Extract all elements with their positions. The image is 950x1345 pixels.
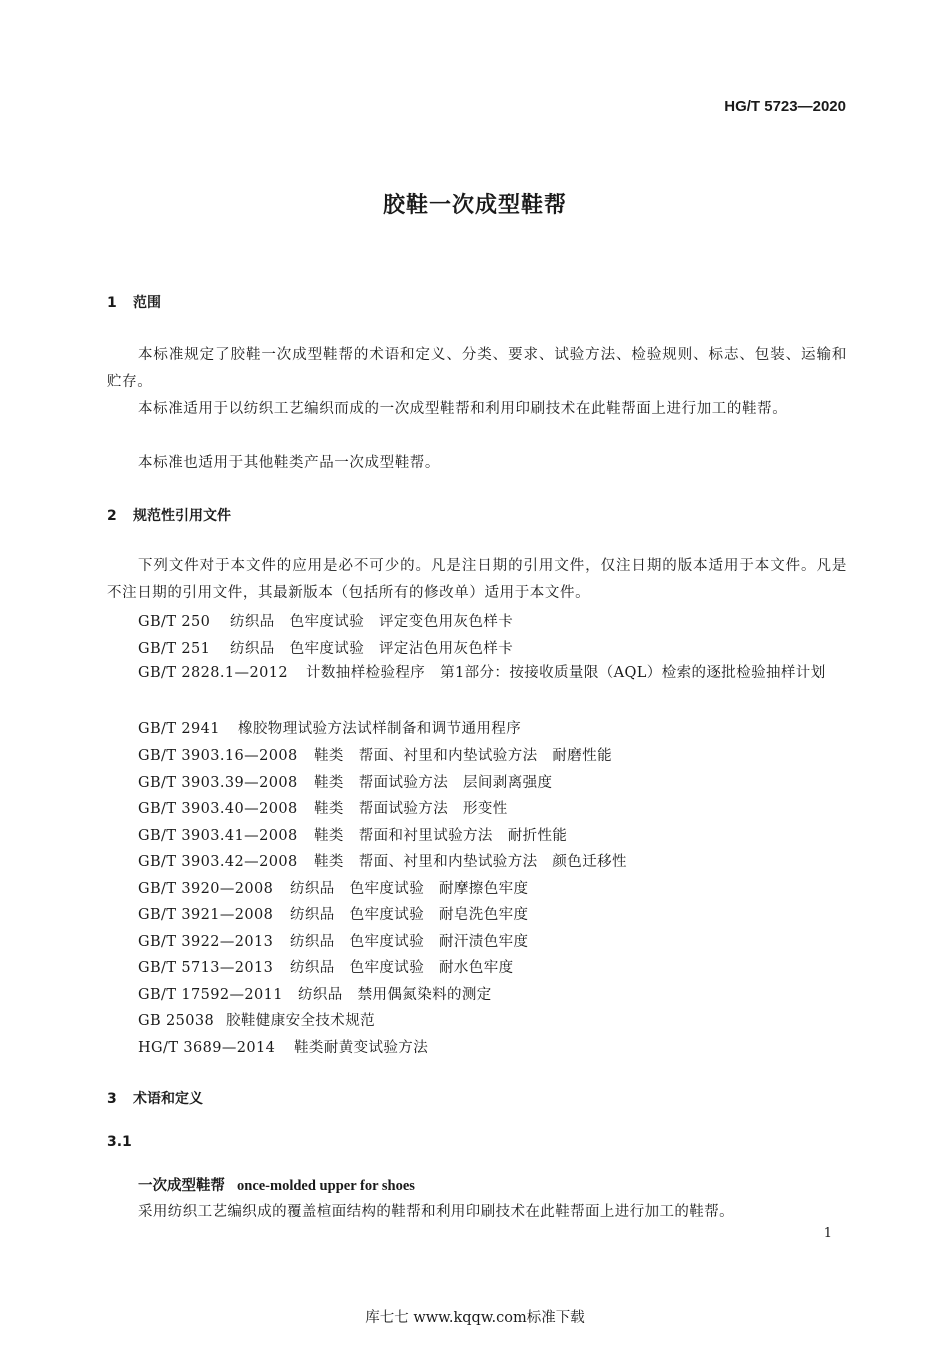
reference-item <box>138 637 513 658</box>
reference-title: 纺织品 色牢度试验 耐摩擦色牢度 <box>290 881 529 897</box>
reference-title: 鞋类 帮面、衬里和内垫试验方法 耐磨性能 <box>314 748 612 764</box>
reference-title: 鞋类 帮面、衬里和内垫试验方法 颜色迁移性 <box>314 854 627 870</box>
reference-title: 纺织品 色牢度试验 耐皂洗色牢度 <box>290 907 529 923</box>
section-heading-normative-references <box>107 505 231 525</box>
reference-code: GB/T 3922—2013 <box>138 934 274 950</box>
section-heading-terms <box>107 1088 203 1108</box>
scope-paragraph-1: 本标准规定了胶鞋一次成型鞋帮的术语和定义、分类、要求、试验方法、检验规则、标志、包装、运输和贮存。 <box>107 347 847 390</box>
reference-item <box>138 771 552 792</box>
reference-code: HG/T 3689—2014 <box>138 1040 276 1056</box>
reference-code: GB/T 3903.16—2008 <box>138 748 298 764</box>
references-intro: 下列文件对于本文件的应用是必不可少的。凡是注日期的引用文件，仅注日期的版本适用于本文件。凡是不注日期的引用文件，其最新版本（包括所有的修改单）适用于本文件。 <box>107 558 847 601</box>
reference-item <box>138 717 521 738</box>
reference-code: GB/T 2828.1—2012 <box>138 665 288 681</box>
reference-item <box>138 983 492 1004</box>
reference-item <box>138 1036 428 1057</box>
term-entry <box>138 1174 415 1195</box>
reference-item <box>138 930 528 951</box>
page-number: 1 <box>823 1226 832 1241</box>
reference-title: 纺织品 色牢度试验 耐汗渍色牢度 <box>290 934 529 950</box>
section-number: 2 <box>107 508 117 524</box>
section-title: 范围 <box>133 295 161 311</box>
term-chinese: 一次成型鞋帮 <box>138 1178 225 1194</box>
term-definition: 采用纺织工艺编织成的覆盖楦面结构的鞋帮和利用印刷技术在此鞋帮面上进行加工的鞋帮。 <box>138 1204 734 1220</box>
reference-title: 纺织品 色牢度试验 评定变色用灰色样卡 <box>230 614 514 630</box>
reference-item <box>138 660 846 687</box>
reference-code: GB/T 3903.42—2008 <box>138 854 298 870</box>
scope-paragraph-2: 本标准适用于以纺织工艺编织而成的一次成型鞋帮和利用印刷技术在此鞋帮面上进行加工的鞋帮。 <box>138 401 788 417</box>
reference-title: 纺织品 禁用偶氮染料的测定 <box>298 987 492 1003</box>
reference-code: GB/T 2941 <box>138 721 220 737</box>
reference-code: GB/T 251 <box>138 641 211 657</box>
reference-code: GB/T 17592—2011 <box>138 987 283 1003</box>
reference-title: 鞋类 帮面和衬里试验方法 耐折性能 <box>314 828 568 844</box>
reference-title: 橡胶物理试验方法试样制备和调节通用程序 <box>238 721 522 737</box>
reference-code: GB/T 3921—2008 <box>138 907 274 923</box>
reference-title: 胶鞋健康安全技术规范 <box>226 1013 375 1029</box>
reference-item <box>138 797 508 818</box>
term-english: once-molded upper for shoes <box>237 1178 415 1194</box>
reference-title: 鞋类耐黄变试验方法 <box>294 1040 429 1056</box>
section-title: 术语和定义 <box>133 1091 203 1107</box>
reference-title: 鞋类 帮面试验方法 层间剥离强度 <box>314 775 553 791</box>
reference-item <box>138 1009 375 1030</box>
reference-item <box>138 744 612 765</box>
section-number: 1 <box>107 295 117 311</box>
reference-code: GB 25038 <box>138 1013 215 1029</box>
reference-code: GB/T 250 <box>138 614 211 630</box>
reference-item <box>138 610 513 631</box>
document-number: HG/T 5723—2020 <box>724 98 846 115</box>
scope-paragraph-3: 本标准也适用于其他鞋类产品一次成型鞋帮。 <box>138 455 440 471</box>
reference-code: GB/T 3903.41—2008 <box>138 828 298 844</box>
page-title: 胶鞋一次成型鞋帮 <box>382 193 567 218</box>
section-heading-scope <box>107 292 161 312</box>
reference-code: GB/T 3903.40—2008 <box>138 801 298 817</box>
section-number: 3 <box>107 1091 117 1107</box>
reference-item <box>138 850 627 871</box>
reference-title: 纺织品 色牢度试验 耐水色牢度 <box>290 960 514 976</box>
reference-code: GB/T 3920—2008 <box>138 881 274 897</box>
reference-item <box>138 903 528 924</box>
reference-code: GB/T 3903.39—2008 <box>138 775 298 791</box>
reference-item <box>138 956 514 977</box>
clause-number: 3.1 <box>107 1134 132 1150</box>
reference-item <box>138 877 528 898</box>
reference-title: 计数抽样检验程序 第1部分：按接收质量限（AQL）检索的逐批检验抽样计划 <box>306 665 826 681</box>
section-title: 规范性引用文件 <box>133 508 231 524</box>
reference-item <box>138 824 567 845</box>
reference-title: 纺织品 色牢度试验 评定沾色用灰色样卡 <box>230 641 514 657</box>
reference-code: GB/T 5713—2013 <box>138 960 274 976</box>
reference-title: 鞋类 帮面试验方法 形变性 <box>314 801 508 817</box>
footer-watermark: 库七七 www.kqqw.com标准下载 <box>365 1310 585 1326</box>
